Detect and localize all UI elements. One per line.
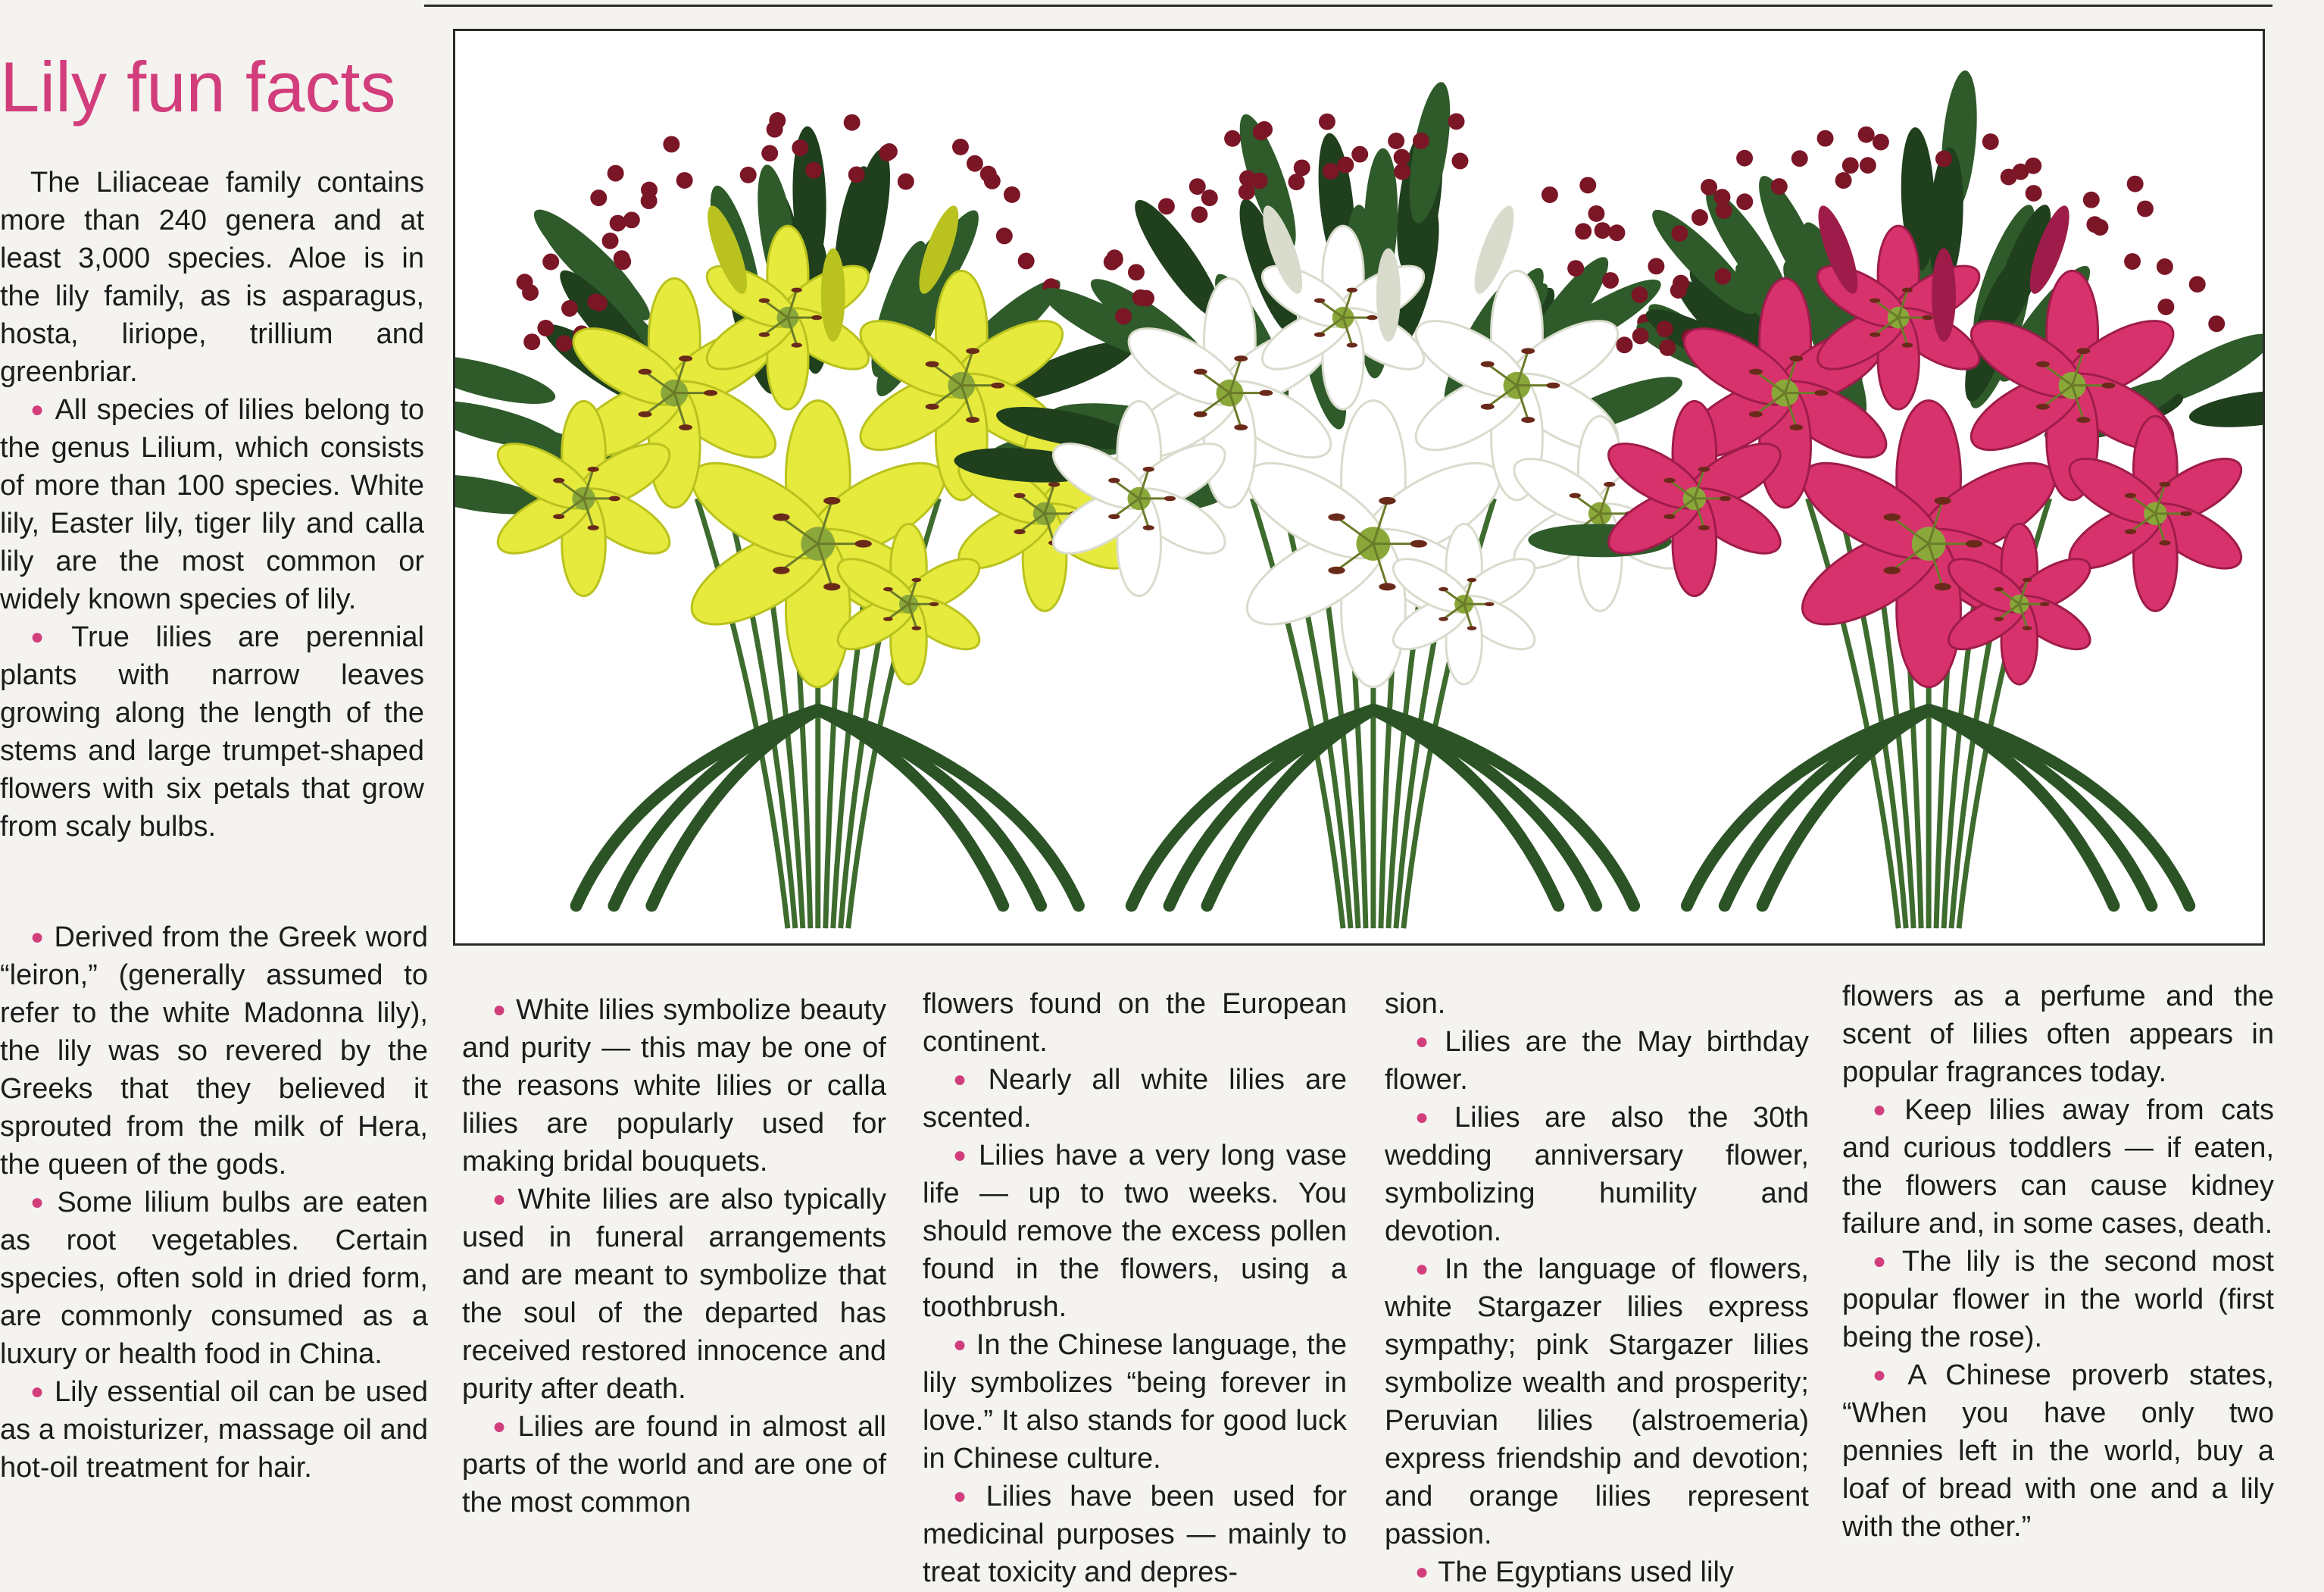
anther — [704, 390, 717, 396]
anther — [2076, 417, 2090, 423]
berry — [1873, 134, 1889, 151]
fact-paragraph — [923, 985, 1347, 1061]
anther — [912, 578, 922, 583]
berry — [2127, 176, 2144, 192]
berry — [1567, 260, 1584, 277]
anther — [1108, 514, 1120, 519]
anther — [1883, 567, 1900, 574]
bullet-icon: ● — [30, 924, 45, 949]
fact-paragraph — [1385, 1023, 1809, 1099]
anther — [883, 617, 893, 621]
anther — [1048, 482, 1060, 487]
article-column-1-bottom — [0, 918, 428, 1487]
berry — [587, 293, 604, 310]
fact-text: In the Chinese language, the lily symbolizes “being forever in love.” It also stands for good luck in Chinese culture. — [923, 1329, 1348, 1475]
fact-paragraph — [1385, 985, 1809, 1023]
fact-text: True lilies are perennial plants with narrow leaves growing along the length of the stems and large trumpet-shaped flowers with six petals that grow from scaly bulbs. — [0, 621, 424, 843]
berry — [1671, 225, 1688, 242]
anther — [1663, 514, 1675, 519]
berry — [1588, 205, 1604, 222]
anther — [1966, 540, 1982, 548]
berry — [1860, 157, 1876, 174]
berry — [523, 333, 540, 350]
fact-paragraph — [1385, 1099, 1809, 1250]
fact-text: flowers as a perfume and the scent of lilies often appears in popular fragrances today. — [1842, 981, 2274, 1088]
berry — [1018, 253, 1035, 270]
anther — [2040, 602, 2050, 606]
anther — [1481, 404, 1495, 410]
berry — [1289, 174, 1305, 190]
berry — [537, 320, 554, 336]
anther — [1922, 315, 1932, 320]
anther — [553, 478, 564, 483]
anther — [854, 540, 871, 548]
anther — [1604, 482, 1615, 487]
berry — [1413, 133, 1429, 149]
berry — [1452, 153, 1469, 170]
anther — [1164, 496, 1176, 502]
anther — [1994, 587, 2004, 592]
berry — [522, 284, 539, 301]
berry — [1609, 224, 1626, 241]
bullet-icon: ● — [30, 624, 63, 649]
berry — [1115, 308, 1132, 325]
fact-text: In the language of flowers, white Stargazer lilies express sympathy; pink Stargazer lilies symbolize wealth and prosperity; Peruvian lilies (alstroemeria) express friendship and devotion; and orange lilies represent passion. — [1385, 1253, 1809, 1550]
fact-paragraph — [0, 1184, 428, 1373]
article-column-3 — [923, 985, 1347, 1591]
anther — [639, 411, 652, 418]
lily-bud — [1932, 249, 1956, 342]
anther — [823, 583, 840, 590]
berry — [1648, 258, 1664, 274]
berry — [1239, 170, 1256, 186]
bullet-icon: ● — [953, 1067, 979, 1092]
anther — [1902, 288, 1913, 292]
berry — [1394, 164, 1410, 180]
anther — [2180, 511, 2191, 516]
fact-paragraph — [1385, 1250, 1809, 1553]
anther — [773, 567, 789, 574]
fact-text: Lily essential oil can be used as a moisturizer, massage oil and hot-oil treatment for hair. — [0, 1376, 428, 1484]
anther — [1347, 288, 1357, 292]
fact-paragraph — [923, 1326, 1347, 1478]
berry — [844, 114, 861, 131]
bullet-icon: ● — [30, 397, 46, 422]
anther — [823, 497, 840, 505]
berry — [1107, 252, 1123, 268]
berry — [1982, 133, 1999, 150]
anther — [1481, 361, 1495, 368]
anther — [1194, 369, 1207, 375]
anther — [2159, 540, 2170, 546]
berry — [792, 139, 808, 156]
anther — [759, 332, 770, 336]
anther — [792, 342, 802, 347]
anther — [1546, 383, 1560, 389]
article-column-1-top — [0, 164, 424, 846]
anther — [639, 369, 652, 375]
headline: Lily fun facts — [0, 47, 396, 127]
berry — [1791, 150, 1808, 167]
fact-paragraph — [0, 918, 428, 1184]
anther — [2036, 361, 2050, 368]
bullet-icon: ● — [1873, 1249, 1893, 1274]
berry — [2025, 158, 2041, 174]
berry — [2189, 276, 2206, 292]
fact-paragraph — [1385, 1553, 1809, 1591]
fact-text: The Liliaceae family contains more than 240 genera and at least 3,000 species. Aloe is in the lily family, as is asparagus, hosta, liriope, trillium and greenbriar. — [0, 167, 424, 388]
anther — [966, 417, 979, 423]
anther — [1014, 493, 1025, 499]
fact-paragraph — [1842, 1356, 2274, 1546]
fact-text: sion. — [1385, 988, 1446, 1020]
anther — [1259, 390, 1273, 396]
berry — [614, 253, 631, 270]
anther — [2102, 383, 2116, 389]
fact-text: Nearly all white lilies are scented. — [923, 1064, 1347, 1134]
anther — [1902, 342, 1913, 347]
berry — [805, 162, 822, 179]
anther — [991, 383, 1004, 389]
berry — [2026, 185, 2042, 202]
berry — [996, 227, 1013, 244]
fact-text: Lilies are the May birthday flower. — [1385, 1026, 1809, 1096]
bullet-icon: ● — [1873, 1362, 1899, 1387]
berry — [1632, 327, 1649, 344]
berry — [556, 335, 573, 352]
anther — [1379, 497, 1395, 505]
anther — [1194, 411, 1207, 418]
article-column-4 — [1385, 985, 1809, 1591]
anther — [1789, 355, 1803, 361]
anther — [2159, 482, 2170, 487]
anther — [679, 424, 692, 430]
berry — [608, 165, 624, 182]
fact-paragraph — [462, 1408, 886, 1522]
fact-text: The lily is the second most popular flower in the world (first being the rose). — [1842, 1246, 2274, 1353]
berry — [1835, 172, 1852, 189]
fact-paragraph — [0, 164, 424, 391]
berry — [1224, 130, 1241, 147]
bullet-icon: ● — [1415, 1256, 1435, 1281]
berry — [676, 172, 693, 189]
berry — [1595, 222, 1611, 239]
anther — [1234, 355, 1248, 361]
anther — [1314, 298, 1325, 302]
anther — [588, 525, 599, 530]
lily-bouquets-photo — [453, 29, 2265, 946]
fact-paragraph — [0, 1373, 428, 1487]
berry — [1602, 272, 1619, 289]
anther — [926, 361, 939, 368]
berry — [1714, 268, 1731, 285]
anther — [1379, 583, 1395, 590]
berry — [1323, 163, 1339, 180]
berry — [1294, 159, 1310, 176]
fact-text: Lilies have been used for medicinal purposes — mainly to treat toxicity and depres- — [923, 1481, 1347, 1588]
berry — [641, 192, 658, 209]
berry — [1691, 209, 1708, 226]
anther — [2036, 404, 2050, 410]
berry — [623, 211, 640, 228]
fact-paragraph — [462, 1181, 886, 1408]
anther — [553, 514, 564, 519]
anther — [2023, 578, 2032, 583]
berry — [1736, 150, 1753, 167]
fact-text: A Chinese proverb states, “When you have only two pennies left in the world, buy a loaf of bread with one and a lily with the other.” — [1842, 1359, 2274, 1543]
anther — [966, 348, 979, 354]
anther — [926, 404, 939, 410]
anther — [1789, 424, 1803, 430]
anther — [2076, 348, 2090, 354]
anther — [1814, 390, 1828, 396]
lily-bouquets-illustration — [455, 31, 2263, 943]
anther — [773, 514, 789, 521]
anther — [1485, 602, 1495, 606]
lily-bud — [1376, 249, 1401, 342]
fact-paragraph — [0, 618, 424, 846]
bullet-icon: ● — [492, 997, 508, 1022]
anther — [1883, 514, 1900, 521]
fact-paragraph — [462, 991, 886, 1181]
berry — [1337, 157, 1354, 174]
berry — [1935, 151, 1952, 167]
bullet-icon: ● — [953, 1143, 970, 1168]
anther — [679, 355, 692, 361]
berry — [1575, 223, 1592, 239]
berry — [767, 121, 783, 138]
anther — [1014, 529, 1025, 534]
anther — [2023, 626, 2032, 630]
fact-paragraph — [0, 391, 424, 618]
fact-text: Some lilium bulbs are eaten as root vegetables. Certain species, often sold in dried form, are commonly consumed as a luxury or health food in China. — [0, 1187, 428, 1370]
fact-text: The Egyptians used lily — [1438, 1556, 1734, 1588]
berry — [1128, 264, 1145, 280]
anther — [1108, 478, 1120, 483]
bullet-icon: ● — [1415, 1559, 1429, 1584]
fact-text: Keep lilies away from cats and curious toddlers — if eaten, the flowers can cause kidney failure and, in some cases, death. — [1842, 1094, 2274, 1240]
berry — [1191, 206, 1207, 223]
berry — [2091, 219, 2108, 236]
fact-paragraph — [1842, 1243, 2274, 1356]
lily-bud — [821, 249, 845, 342]
fact-text: White lilies symbolize beauty and purity — this may be one of the reasons white lilies or calla lilies are popularly used for making bridal bouquets. — [462, 994, 886, 1178]
anther — [1467, 626, 1477, 630]
berry — [1351, 146, 1368, 163]
fact-text: White lilies are also typically used in funeral arrangements and are meant to symbolize that the soul of the departed has received restored innocence and purity after death. — [462, 1184, 886, 1405]
fact-paragraph — [923, 1061, 1347, 1137]
anther — [1698, 525, 1710, 530]
berry — [602, 233, 619, 249]
fact-text: Lilies have a very long vase life — up to two weeks. You should remove the excess pollen found in the flowers, using a toothbrush. — [923, 1140, 1347, 1323]
anther — [1467, 578, 1477, 583]
berry — [2208, 315, 2225, 332]
berry — [898, 174, 914, 190]
fact-text: Lilies are also the 30th wedding anniversary flower, symbolizing humility and devotion. — [1385, 1102, 1809, 1247]
anther — [1870, 332, 1880, 336]
anther — [1328, 567, 1345, 574]
berry — [663, 136, 679, 152]
berry — [1189, 178, 1206, 195]
berry — [761, 145, 778, 161]
berry — [1716, 202, 1732, 219]
bullet-icon: ● — [30, 1379, 45, 1404]
berry — [1670, 282, 1687, 299]
anther — [1994, 617, 2004, 621]
anther — [1720, 496, 1731, 502]
anther — [1347, 342, 1357, 347]
berry — [1201, 189, 1218, 206]
anther — [609, 496, 620, 502]
berry — [1138, 290, 1154, 307]
anther — [2125, 529, 2136, 534]
berry — [1842, 157, 1859, 174]
berry — [1657, 321, 1673, 337]
berry — [848, 166, 865, 183]
anther — [1870, 298, 1880, 302]
fact-text: Lilies are found in almost all parts of the world and are one of the most common — [462, 1411, 886, 1518]
bullet-icon: ● — [492, 1187, 509, 1212]
berry — [590, 189, 607, 206]
berry — [952, 139, 969, 155]
fact-paragraph — [1842, 1091, 2274, 1243]
berry — [2137, 201, 2154, 217]
berry — [1632, 286, 1648, 303]
anther — [1749, 369, 1763, 375]
berry — [610, 215, 626, 232]
anther — [588, 467, 599, 472]
berry — [1701, 179, 1717, 195]
berry — [542, 254, 559, 271]
berry — [1448, 113, 1465, 130]
anther — [1663, 478, 1675, 483]
anther — [1934, 583, 1951, 590]
anther — [1143, 467, 1154, 472]
berry — [2001, 169, 2017, 186]
berry — [1158, 198, 1175, 214]
anther — [1521, 348, 1535, 354]
article-column-5 — [1842, 977, 2274, 1546]
anther — [1143, 525, 1154, 530]
bullet-icon: ● — [1873, 1097, 1896, 1122]
berry — [1388, 133, 1404, 149]
berry — [1253, 124, 1270, 140]
bullet-icon: ● — [953, 1332, 967, 1357]
bullet-icon: ● — [492, 1414, 509, 1439]
fact-paragraph — [923, 1478, 1347, 1591]
anther — [1698, 467, 1710, 472]
bullet-icon: ● — [1415, 1029, 1436, 1054]
berry — [1394, 149, 1410, 165]
anther — [1328, 514, 1345, 521]
anther — [1234, 424, 1248, 430]
anther — [792, 288, 802, 292]
berry — [561, 300, 578, 317]
anther — [1438, 587, 1448, 592]
anther — [811, 315, 822, 320]
berry — [881, 143, 898, 160]
anther — [759, 298, 770, 302]
anther — [883, 587, 893, 592]
fact-text: flowers found on the European continent. — [923, 988, 1347, 1058]
anther — [1570, 493, 1581, 499]
berry — [1616, 336, 1633, 353]
berry — [1771, 178, 1788, 195]
berry — [2124, 253, 2141, 270]
berry — [740, 167, 757, 183]
berry — [984, 173, 1001, 189]
berry — [1319, 114, 1335, 130]
anther — [2125, 493, 2136, 499]
anther — [1314, 332, 1325, 336]
anther — [1367, 315, 1377, 320]
berry — [1817, 130, 1834, 147]
anther — [1934, 497, 1951, 505]
berry — [1579, 177, 1596, 193]
berry — [1858, 127, 1875, 143]
fact-text: Derived from the Greek word “leiron,” (generally assumed to refer to the white Madonna lily), the lily was so revered by the Greeks that they believed it sprouted from the milk of Hera, the queen of the gods. — [0, 921, 428, 1181]
berry — [967, 155, 983, 172]
berry — [2157, 258, 2173, 275]
anther — [1749, 411, 1763, 418]
bullet-icon: ● — [30, 1190, 48, 1215]
berry — [2083, 192, 2100, 208]
anther — [1521, 417, 1535, 423]
anther — [1410, 540, 1427, 548]
berry — [1736, 193, 1753, 210]
berry — [1004, 186, 1020, 203]
fact-text: All species of lilies belong to the genus Lilium, which consists of more than 100 species. White lily, Easter lily, tiger lily and calla lily are the most common or widely known species of lily. — [0, 394, 424, 615]
bullet-icon: ● — [953, 1484, 977, 1509]
anther — [912, 626, 922, 630]
fact-paragraph — [923, 1137, 1347, 1326]
fact-paragraph — [1842, 977, 2274, 1091]
article-column-2 — [462, 991, 886, 1522]
bullet-icon: ● — [1415, 1105, 1446, 1130]
berry — [2157, 299, 2174, 315]
berry — [1659, 339, 1676, 356]
anther — [1438, 617, 1448, 621]
berry — [1542, 186, 1558, 203]
top-rule — [424, 5, 2272, 7]
anther — [929, 602, 939, 606]
